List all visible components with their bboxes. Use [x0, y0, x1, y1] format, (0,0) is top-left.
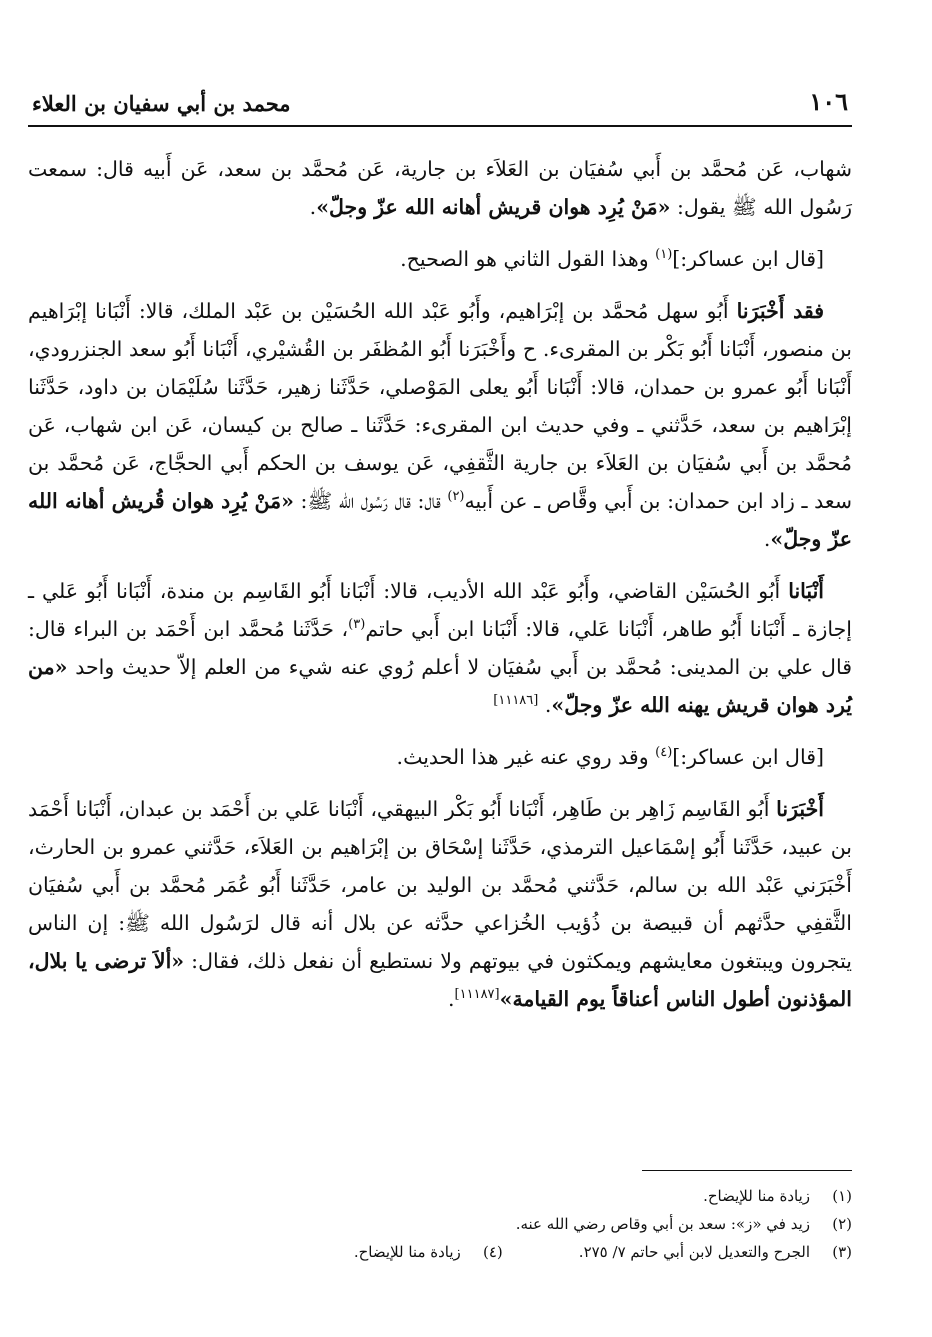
footnote-number: (٢) — [832, 1215, 852, 1233]
footnote-marker: (١) — [655, 247, 673, 263]
paragraph-6 — [28, 790, 852, 1018]
paragraph-text-continued: ، حَدَّثَنا مُحمَّد ابن أَحْمَد بن البراء قال: قال علي بن المدينى: مُحمَّد بن أَبي سُفيَان لا أعلم رُوي عنه شيء من العلم إلاّ حديث واحد — [28, 617, 852, 679]
hadith-reference-number: [١١١٨٦] — [493, 693, 539, 709]
footnote-item — [28, 1238, 852, 1266]
transmission-lead: فقد أَخْبَرَنا — [736, 299, 825, 323]
paragraph-text: أَبُو القَاسِم زَاهِر بن طَاهِر، أَنْبَانا أَبُو بَكْر البيهقي، أَنْبَانا عَلي بن أَحْمَد بن عبدان، أَنْبَانا أَحْمَد بن عبيد، حَدَّثَنا أَبُو إسْمَاعيل الترمذي، حَدَّثَنا إسْحَاق بن إبْرَاهيم بن العَلاَء، حَدَّثني عمرو بن الحارث، أَخْبَرَني عَبْد الله بن سالم، حَدَّثني مُحمَّد بن الوليد بن عامر، حَدَّثَنا أَبُو عُمَر مُحمَّد بن أَبي سُفيَان الثَّقفِي حدَّثهم أن قبيصة بن ذُؤيب الخُزاعي حدَّثه عن بلال أنه قال لرَسُول الله ﷺ: إن الناس يتجرون ويبتغون معايشهم ويمكثون في بيوتهم ولا نستطيع أن نفعل ذلك، فقال: — [28, 797, 852, 973]
transmission-lead: أَخْبَرَنا — [776, 797, 824, 821]
paragraph-tail: وقد روي عنه غير هذا الحديث. — [396, 745, 656, 769]
paragraph-tail: وهذا القول الثاني هو الصحيح. — [400, 247, 656, 271]
hadith-quote: «ألاَ ترضى يا بلال، المؤذنون أطول الناس أعناقاً يوم القيامة» — [28, 949, 852, 1011]
paragraph-tail: . — [544, 693, 552, 717]
hadith-quote: «مَنْ يُرِد هوان قريش أهانه الله عزّ وجلّ» — [316, 195, 671, 219]
paragraph-text: أَبُو الحُسَيْن القاضي، وأَبُو عَبْد الله الأديب، قالا: أَنْبَانا أَبُو القَاسِم بن مندة، أَنْبَانا أَبُو عَلي ـ إجازة ـ أَنْبَانا أَبُو طاهر، أَنْبَانا عَلي، قالا: أَنْبَانا ابن أَبي حاتم — [28, 579, 852, 641]
paragraph-4 — [28, 572, 852, 724]
transmission-lead: أَنْبَانا — [788, 579, 824, 603]
paragraph-tail: . — [448, 987, 455, 1011]
footnote-number: (٤) — [483, 1243, 503, 1261]
footnote-rule — [642, 1170, 852, 1171]
footnote-item — [28, 1182, 852, 1210]
paragraph-text: [قال ابن عساكر:] — [672, 247, 824, 271]
main-text — [28, 150, 852, 1032]
paragraph-text: [قال ابن عساكر:] — [672, 745, 824, 769]
footnote-marker: (٤) — [655, 745, 673, 761]
paragraph-text-continued: قال: قال رَسُول الله ﷺ: — [293, 489, 448, 513]
footnote-text: زيادة منا للإيضاح. — [703, 1187, 810, 1205]
book-page — [28, 60, 852, 1330]
footnote-text: الجرح والتعديل لابن أبي حاتم ٧/ ٢٧٥. — [578, 1243, 810, 1261]
paragraph-tail: . — [763, 527, 771, 551]
footnotes — [28, 1182, 852, 1266]
footnote-item — [28, 1210, 852, 1238]
paragraph-3 — [28, 292, 852, 558]
running-head — [28, 86, 852, 116]
footnote-text: زيادة منا للإيضاح. — [353, 1243, 461, 1261]
footnote-item — [354, 1238, 503, 1266]
paragraph-text: أَبُو سهل مُحمَّد بن إبْرَاهيم، وأَبُو عَبْد الله الحُسَيْن بن عَبْد الملك، قالا: أَنْبَانا إبْرَاهيم بن منصور، أَنْبَانا أَبُو بَكْر بن المقرىء. ح وأَخْبَرَنا أَبُو المُظفَر بن القُشيْري، أَنْبَانا أَبُو سعد الجنزرودي، أَنْبَانا أَبُو عمرو بن حمدان، قالا: أَنْبَانا أَبُو يعلى المَوْصلي، حَدَّثَنا زهير، حَدَّثَنا سُلَيْمَان بن داود، حَدَّثَنا إبْرَاهيم بن سعد، حَدَّثني ـ وفي حديث ابن المقرىء: حَدَّثَنا ـ صالح بن كيسان، عَن ابن شهاب، عَن مُحمَّد بن أَبي سُفيَان بن العَلاَء بن جارية الثَّقفِي، عَن يوسف بن الحكم أَبي الحجَّاج، عَن مُحمَّد بن سعد ـ زاد ابن حمدان: بن أَبي وقَّاص ـ عن أَبيه — [28, 299, 852, 513]
page-number: ١٠٦ — [809, 87, 848, 116]
footnote-number: (١) — [832, 1187, 852, 1205]
hadith-quote: «مَنْ يُرِد هوان قُريش أهانه الله عزّ وجلّ» — [28, 489, 852, 551]
paragraph-text: شهاب، عَن مُحمَّد بن أَبي سُفيَان بن العَلاَء بن جارية، عَن مُحمَّد بن سعد، عَن أَبيه قال: سمعت رَسُول الله ﷺ يقول: — [28, 157, 852, 219]
paragraph-2 — [28, 240, 852, 278]
hadith-quote: «من يُرد هوان قريش يهنه الله عزّ وجلّ» — [28, 655, 852, 717]
running-title: محمد بن أبي سفيان بن العلاء — [32, 91, 291, 116]
hadith-reference-number: [١١١٨٧] — [454, 987, 500, 1003]
paragraph-1 — [28, 150, 852, 226]
footnote-text: زيد في «ز»: سعد بن أبي وقاص رضي الله عنه. — [515, 1215, 810, 1233]
paragraph-5 — [28, 738, 852, 776]
footnote-marker: (٣) — [348, 617, 366, 633]
header-rule — [28, 125, 852, 127]
footnote-number: (٣) — [832, 1243, 852, 1261]
paragraph-tail: . — [309, 195, 317, 219]
footnote-marker: (٢) — [447, 489, 465, 505]
